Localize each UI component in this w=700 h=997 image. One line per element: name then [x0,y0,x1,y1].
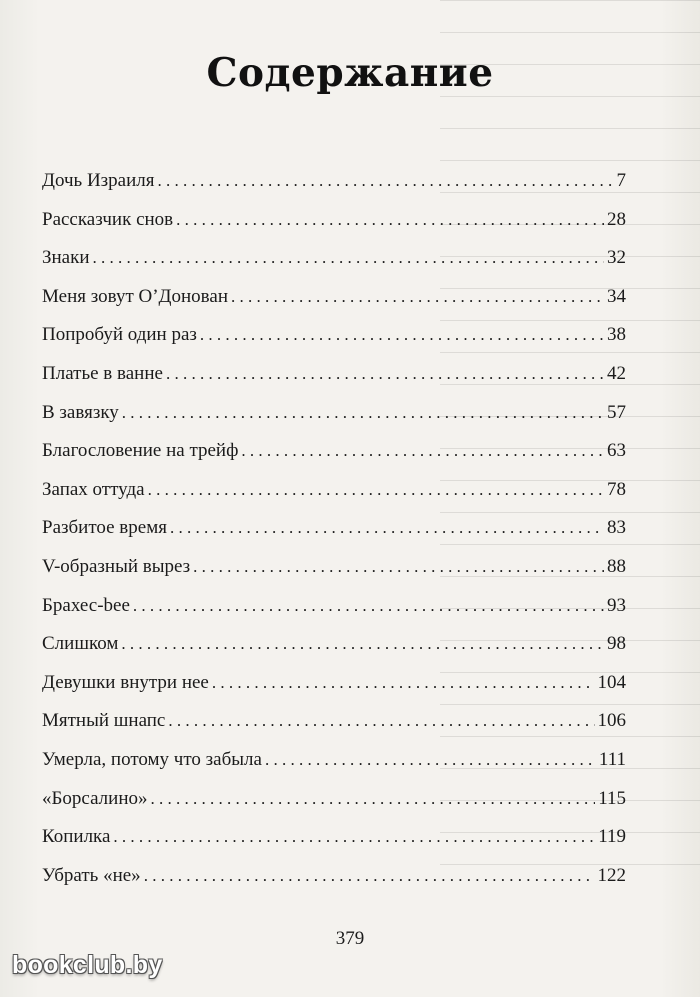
toc-entry-title: Платье в ванне [42,362,163,384]
toc-entry-page: 93 [607,594,626,616]
toc-entry-page: 38 [607,324,626,346]
toc-dot-leader [200,325,604,345]
toc-entry-page: 57 [607,401,626,423]
toc-dot-leader [158,171,614,191]
toc-dot-leader [241,441,604,461]
toc-entry-page: 42 [607,362,626,384]
toc-entry-title: V-образный вырез [42,555,191,577]
toc-dot-leader [122,403,604,423]
toc-entry [42,865,626,904]
toc-entry-page: 32 [607,247,626,269]
toc-entry [42,440,626,479]
toc-dot-leader [144,866,595,886]
toc-entry-title: «Борсалино» [42,787,148,809]
toc-dot-leader [265,750,596,770]
toc-entry-page: 34 [607,285,626,307]
toc-entry-page: 88 [607,555,626,577]
toc-dot-leader [231,287,604,307]
toc-dot-leader [166,364,604,384]
table-of-contents [42,170,626,903]
toc-entry-title: Запах оттуда [42,478,145,500]
toc-entry-title: Разбитое время [42,517,167,539]
toc-entry [42,595,626,634]
toc-dot-leader [170,518,604,538]
toc-entry [42,363,626,402]
toc-entry-title: Знаки [42,247,90,269]
toc-entry-page: 104 [597,671,626,693]
toc-entry-title: Умерла, потому что забыла [42,748,262,770]
toc-dot-leader [148,480,604,500]
toc-entry-page: 83 [607,517,626,539]
toc-entry-title: Слишком [42,633,119,655]
toc-entry-title: Девушки внутри нее [42,671,209,693]
toc-entry-page: 106 [597,710,626,732]
toc-entry [42,324,626,363]
toc-entry [42,479,626,518]
toc-entry [42,710,626,749]
toc-dot-leader [93,248,604,268]
toc-entry-page: 28 [607,208,626,230]
toc-dot-leader [212,673,595,693]
toc-entry-title: Копилка [42,826,111,848]
toc-dot-leader [168,711,594,731]
toc-entry-page: 98 [607,633,626,655]
page-title: Содержание [206,50,494,96]
toc-entry-page: 7 [616,170,626,191]
toc-dot-leader [133,596,604,616]
toc-entry [42,556,626,595]
toc-entry [42,209,626,248]
toc-entry [42,247,626,286]
toc-entry-page: 63 [607,440,626,462]
toc-entry [42,170,626,209]
toc-entry [42,286,626,325]
toc-dot-leader [121,634,604,654]
toc-dot-leader [176,210,604,230]
toc-entry-title: Мятный шнапс [42,710,166,732]
toc-entry [42,633,626,672]
toc-entry [42,826,626,865]
toc-entry [42,402,626,441]
toc-entry-page: 111 [598,748,626,770]
toc-entry-title: Брахес-bee [42,594,130,616]
toc-entry-title: Убрать «не» [42,864,141,886]
toc-entry-title: Попробуй один раз [42,324,197,346]
site-watermark: bookclub.by [12,951,163,979]
toc-entry-page: 122 [597,864,626,886]
toc-entry-page: 115 [598,787,626,809]
toc-entry-title: Благословение на трейф [42,440,239,462]
toc-entry-title: Рассказчик снов [42,208,174,230]
toc-dot-leader [193,557,604,577]
toc-entry-title: Меня зовут О’Донован [42,285,229,307]
toc-dot-leader [151,789,596,809]
toc-entry [42,517,626,556]
toc-entry [42,749,626,788]
toc-entry-title: Дочь Израиля [42,170,155,191]
toc-entry [42,788,626,827]
toc-entry [42,672,626,711]
toc-entry-title: В завязку [42,401,119,423]
page-number: 379 [335,928,365,949]
toc-entry-page: 78 [607,478,626,500]
toc-dot-leader [113,827,595,847]
toc-entry-page: 119 [598,826,626,848]
